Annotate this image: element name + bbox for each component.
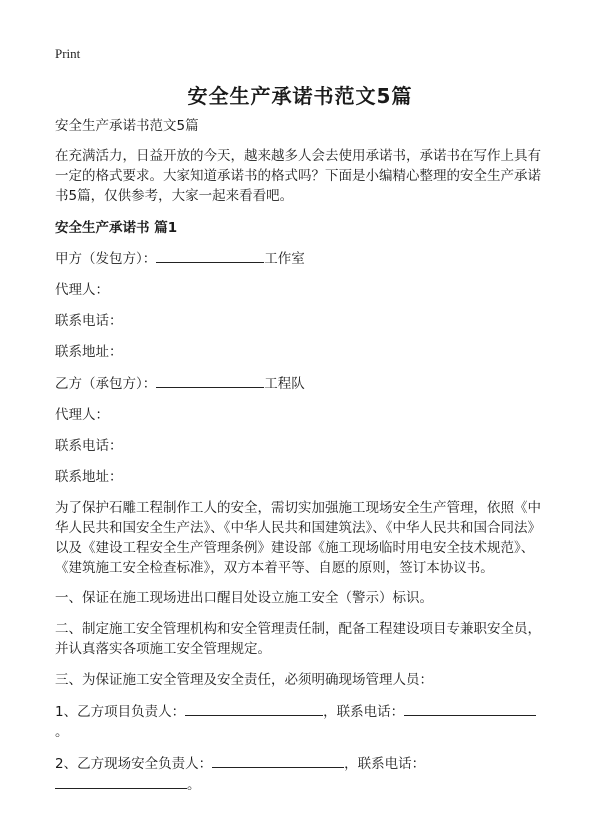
item-1-line: [55, 701, 550, 742]
document-body: [55, 116, 550, 806]
clause-1: 一、保证在施工现场进出口醒目处设立施工安全（警示）标识。: [55, 590, 433, 606]
phone-line-b: 联系电话：: [55, 438, 123, 454]
fill-blank: [404, 701, 536, 716]
item-1-end: 。: [55, 724, 69, 740]
fill-blank: [156, 373, 264, 388]
fill-blank: [185, 701, 323, 716]
item-1-phone-label: ，联系电话：: [323, 704, 405, 720]
section-heading: 安全生产承诺书 篇1: [55, 220, 178, 236]
address-line-b: 联系地址：: [55, 469, 123, 485]
print-label: Print: [55, 46, 81, 61]
agent-line: 代理人：: [55, 282, 109, 298]
address-line: 联系地址：: [55, 344, 123, 360]
phone-line: 联系电话：: [55, 313, 123, 329]
item-2-line: [55, 753, 550, 795]
party-a-suffix: 工作室: [264, 251, 305, 267]
party-b-label: 乙方（承包方）：: [55, 376, 157, 392]
party-a-label: 甲方（发包方）：: [55, 251, 157, 267]
item-1-label: 1、乙方项目负责人：: [55, 704, 186, 720]
item-2-label: 2、乙方现场安全负责人：: [55, 756, 213, 772]
document-subtitle: 安全生产承诺书范文5篇: [55, 118, 199, 134]
fill-blank: [55, 774, 187, 789]
party-b-suffix: 工程队: [264, 376, 305, 392]
clause-2: 二、制定施工安全管理机构和安全管理责任制，配备工程建设项目专兼职安全员，并认真落实各项施工安全管理规定。: [55, 621, 541, 657]
fill-blank: [212, 753, 344, 768]
party-b-line: [55, 373, 550, 394]
intro-paragraph: 在充满活力，日益开放的今天，越来越多人会去使用承诺书，承诺书在写作上具有一定的格式要求。大家知道承诺书的格式吗？下面是小编精心整理的安全生产承诺书5篇，仅供参考，大家一起来看看吧。: [55, 148, 541, 204]
fill-blank: [156, 248, 264, 263]
body-paragraph: 为了保护石雕工程制作工人的安全，需切实加强施工现场安全生产管理，依照《中华人民共和国安全生产法》、《中华人民共和国建筑法》、《中华人民共和国合同法》以及《建设工程安全生产管理条例》建设部《施工现场临时用电安全技术规范》、《建筑施工安全检查标准》，双方本着平等、自愿的原则，签订本协议书。: [55, 500, 541, 576]
item-2-end: 。: [187, 777, 201, 793]
party-a-line: [55, 248, 550, 269]
agent-line-b: 代理人：: [55, 407, 109, 423]
item-2-phone-label: ，联系电话：: [344, 756, 426, 772]
page-title: 安全生产承诺书范文5篇: [187, 84, 413, 108]
clause-3: 三、为保证施工安全管理及安全责任，必须明确现场管理人员：: [55, 672, 433, 688]
